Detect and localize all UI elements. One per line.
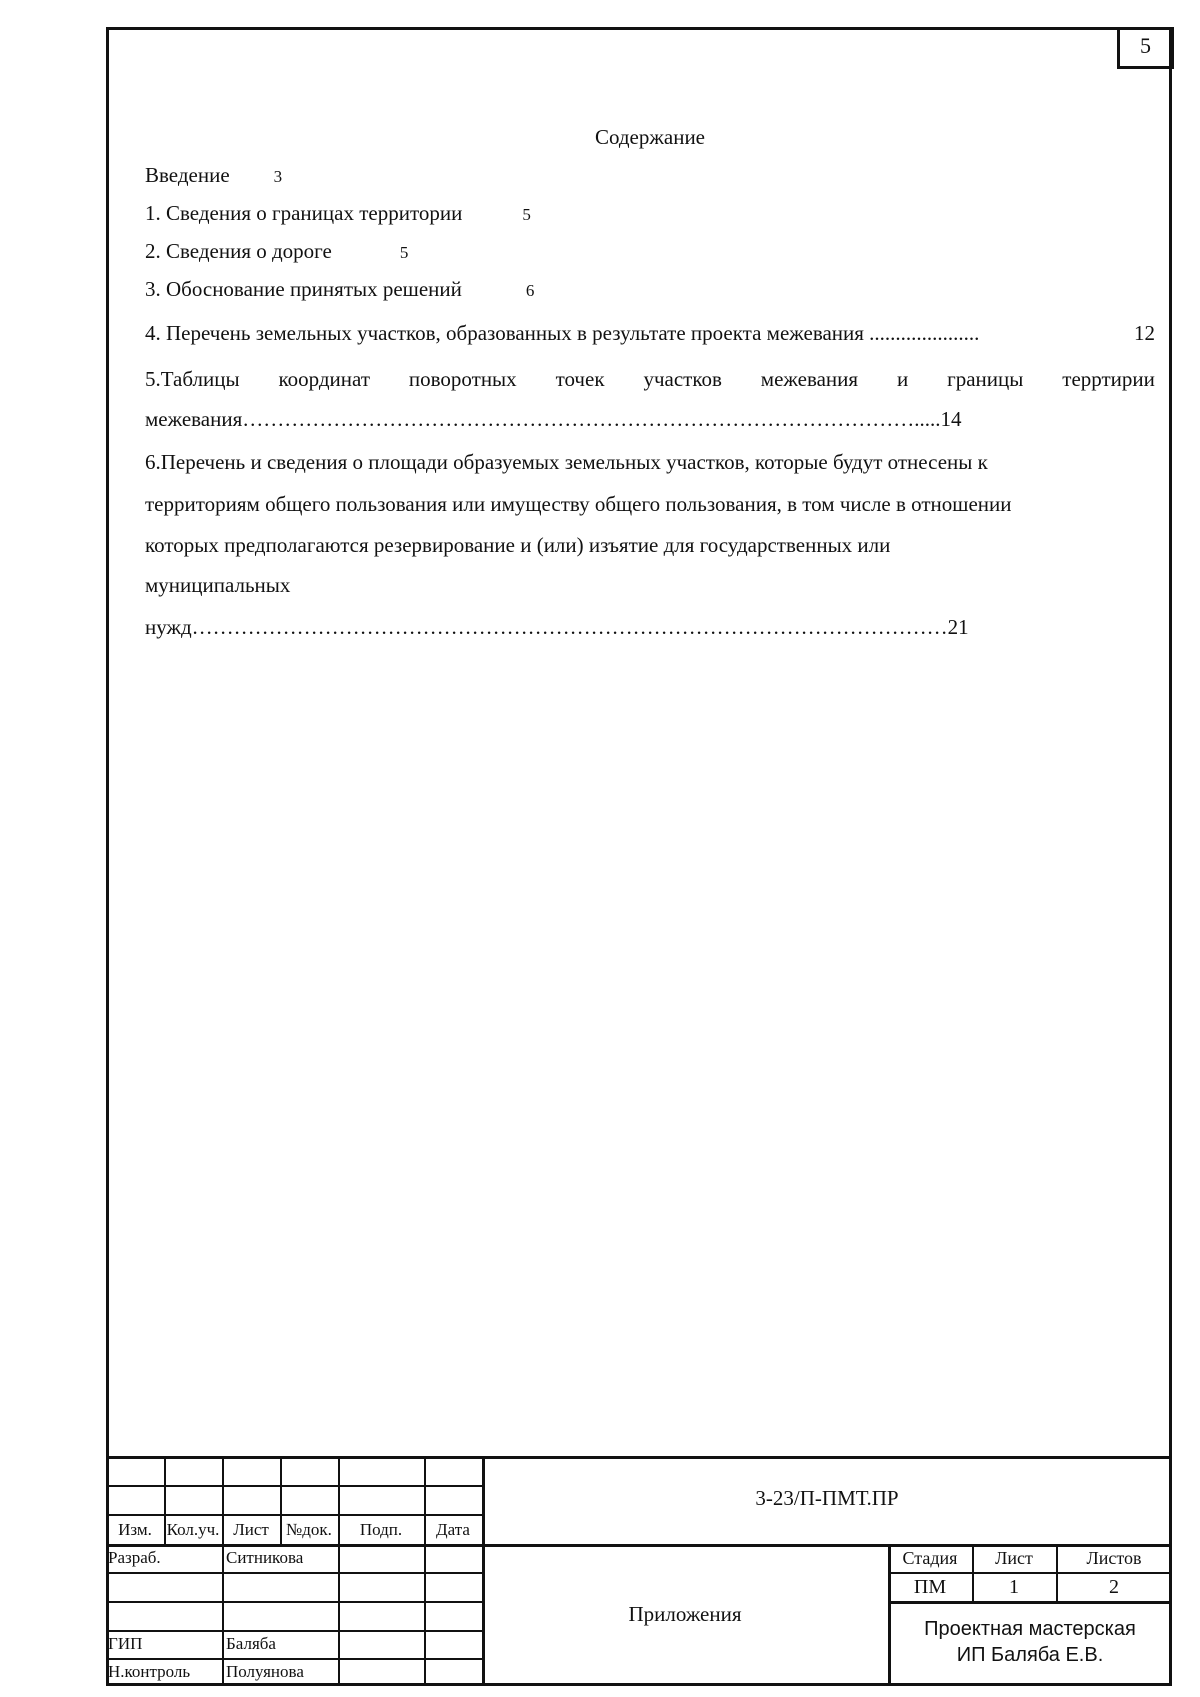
toc-item-6-line-2: территориям общего пользования или имуществу общего пользования, в том числе в отношении (145, 492, 1012, 516)
toc-item-1[interactable] (145, 201, 531, 226)
toc-item-5-word: терртирии (1062, 367, 1155, 391)
organization-owner: ИП Баляба Е.В. (956, 1644, 1104, 1666)
title-block (106, 1456, 1172, 1686)
toc-item-page: 3 (273, 167, 283, 186)
toc-item-label: Введение (145, 163, 230, 187)
toc-title: Содержание (594, 125, 706, 149)
row-name: Баляба (226, 1634, 276, 1653)
toc-item-5-word: границы (947, 367, 1024, 391)
toc-item-label: 2. Сведения о дороге (145, 239, 332, 263)
toc-item-label: 1. Сведения о границах территории (145, 201, 463, 225)
header-izm: Изм. (118, 1520, 152, 1539)
toc-item-5-word: 5.Таблицы (145, 367, 240, 391)
toc-item-5-word: межевания (760, 367, 859, 391)
header-list: Лист (233, 1520, 269, 1539)
toc-item-5-word: поворотных (408, 367, 517, 391)
toc-item-6-line-3: которых предполагаются резервирование и (или) изъятие для государственных или (145, 533, 891, 557)
stage-value: ПМ (913, 1576, 947, 1598)
toc-item-4[interactable] (145, 321, 1155, 346)
sheets-value: 2 (1109, 1576, 1119, 1598)
row-role: Н.контроль (108, 1662, 191, 1681)
toc-item-5-word: точек (555, 367, 605, 391)
row-name: Полуянова (226, 1662, 304, 1681)
sheet-value: 1 (1009, 1576, 1019, 1598)
toc-item-5-line-2[interactable]: межевания…………………………………………………………………………………….....14 (145, 407, 962, 431)
row-name: Ситникова (226, 1548, 304, 1567)
organization-name: Проектная мастерская (924, 1618, 1136, 1640)
row-role: ГИП (108, 1634, 143, 1653)
toc-item-5-word: и (896, 367, 909, 391)
toc-item-2[interactable] (145, 239, 408, 264)
toc-item-3[interactable] (145, 277, 534, 302)
toc-item-6-line-1[interactable]: 6.Перечень и сведения о площади образуемых земельных участков, которые будут отнесены к (145, 450, 988, 474)
toc-item-intro[interactable] (145, 163, 282, 188)
sheets-label: Листов (1086, 1548, 1142, 1568)
header-podp: Подп. (359, 1520, 403, 1539)
row-role: Разраб. (108, 1548, 161, 1567)
toc-item-page: 6 (525, 281, 535, 300)
header-data: Дата (436, 1520, 470, 1539)
toc-item-page: 12 (1134, 321, 1155, 345)
toc-item-page: 5 (522, 205, 531, 224)
toc-item-5-word: участков (643, 367, 722, 391)
page-frame (106, 27, 1172, 1686)
stage-label: Стадия (902, 1548, 958, 1568)
document-code: 3-23/П-ПМТ.ПР (755, 1486, 899, 1510)
document-title: Приложения (628, 1602, 742, 1626)
page-number: 5 (1117, 27, 1174, 69)
toc-item-label: 3. Обоснование принятых решений (145, 277, 462, 301)
toc-item-5-line-1[interactable] (145, 367, 1155, 392)
toc-item-6-line-5: нужд………………………………………………………………………………………………21 (145, 615, 969, 639)
toc-item-5-word: координат (278, 367, 370, 391)
toc-item-page: 5 (399, 243, 409, 262)
header-kol-uch: Кол.уч. (166, 1520, 220, 1539)
toc-item-6-line-4: муниципальных (145, 573, 291, 597)
toc-item-label: 4. Перечень земельных участков, образованных в результате проекта межевания ..................... (145, 321, 980, 345)
sheet-label: Лист (995, 1548, 1033, 1568)
header-ndok: №док. (286, 1520, 332, 1539)
